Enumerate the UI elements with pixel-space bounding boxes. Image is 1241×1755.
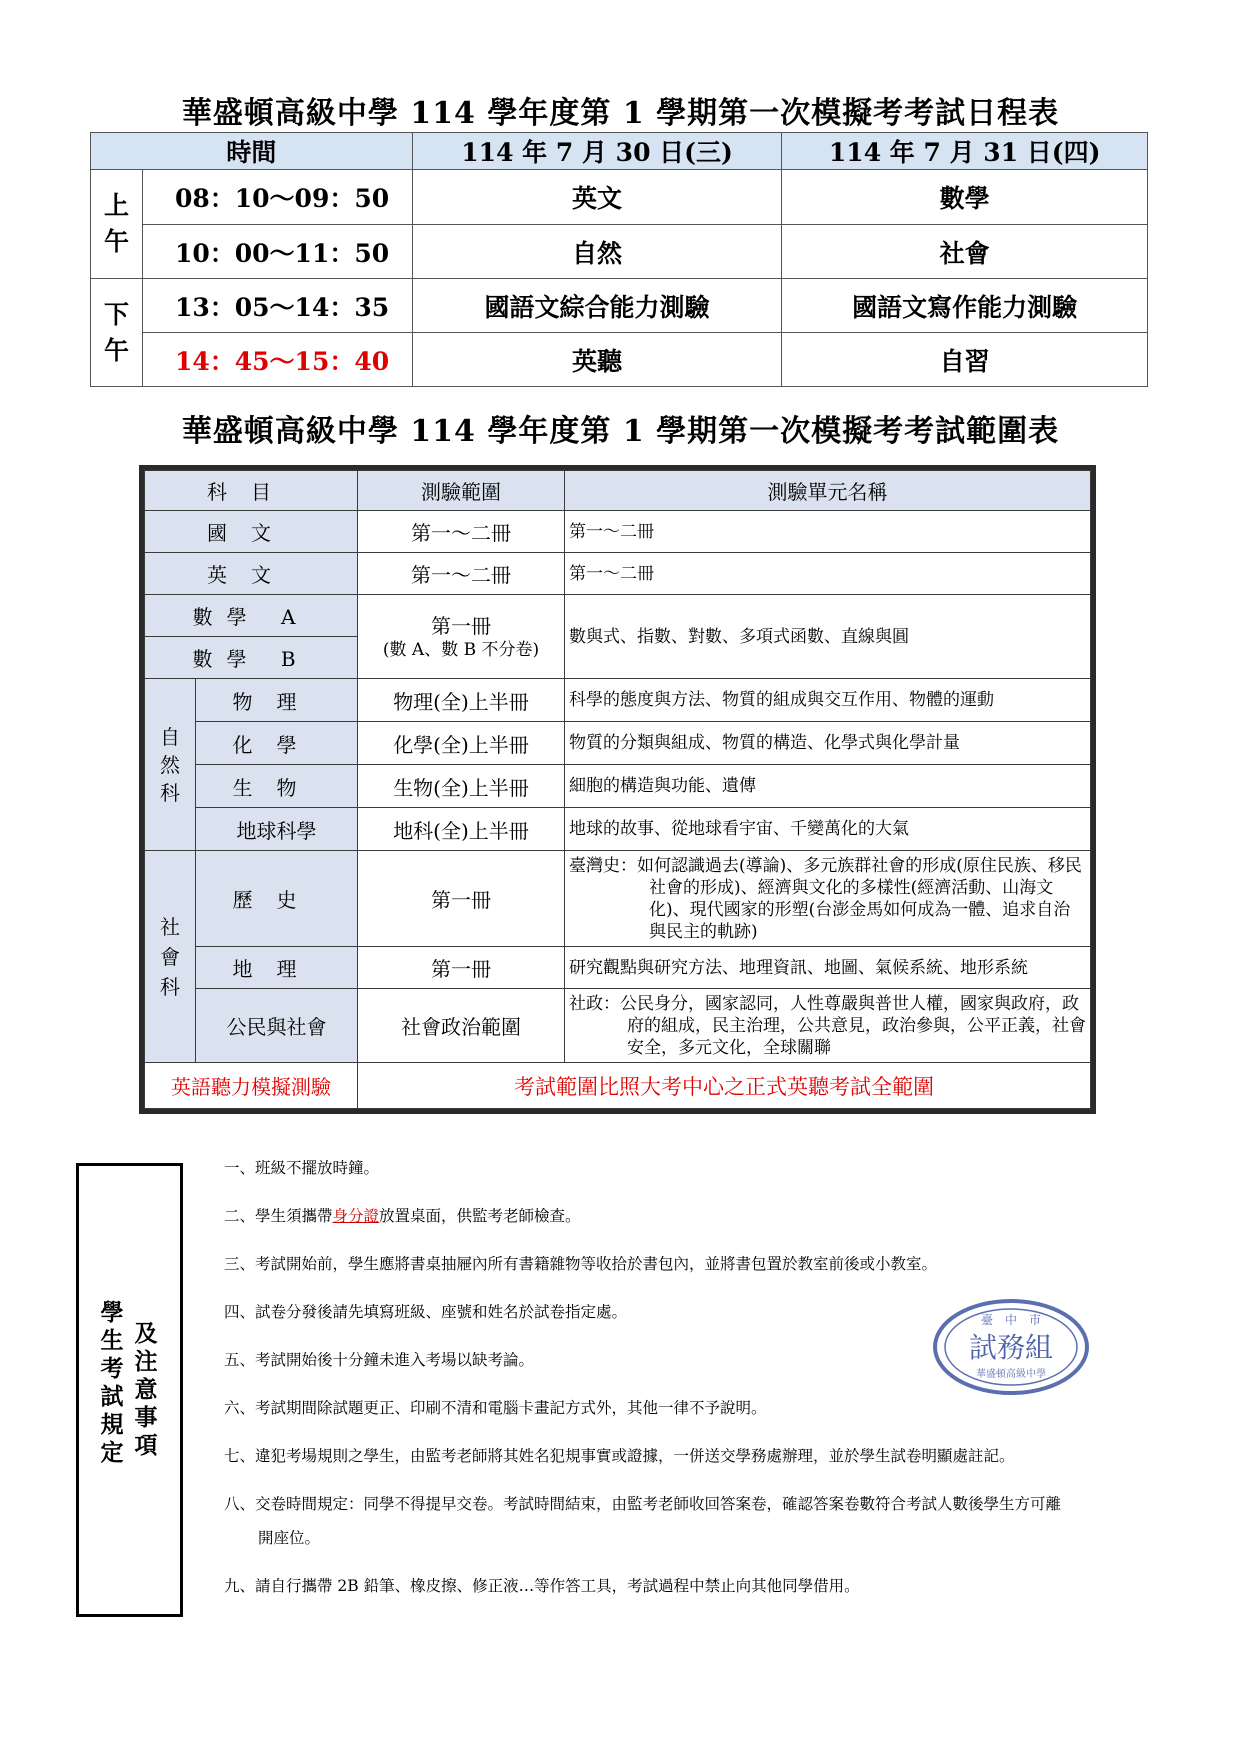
units-cell: 科學的態度與方法、物質的組成與交互作用、物體的運動 bbox=[565, 679, 1091, 722]
exam-scope-table bbox=[144, 470, 1091, 1109]
subject-history: 歷史 bbox=[196, 851, 358, 947]
rule-item: 四、試卷分發後請先填寫班級、座號和姓名於試卷指定處。 bbox=[224, 1303, 628, 1321]
range-cell: 第一～二冊 bbox=[358, 553, 565, 595]
subject-geography: 地理 bbox=[196, 947, 358, 989]
listening-range: 考試範圍比照大考中心之正式英聽考試全範圍 bbox=[358, 1063, 1091, 1109]
exam-cell: 自然 bbox=[412, 225, 782, 279]
exam-cell: 自習 bbox=[782, 333, 1148, 387]
units-cell: 細胞的構造與功能、遺傳 bbox=[565, 765, 1091, 808]
rules-title-box bbox=[76, 1163, 183, 1617]
exam-cell: 社會 bbox=[782, 225, 1148, 279]
rule-item: 一、班級不擺放時鐘。 bbox=[224, 1159, 380, 1177]
science-group-label: 自 然 科 bbox=[145, 679, 196, 851]
range-cell: 生物(全)上半冊 bbox=[358, 765, 565, 808]
time-slot: 10：00～11：50 bbox=[142, 225, 412, 279]
units-cell: 研究觀點與研究方法、地理資訊、地圖、氣候系統、地形系統 bbox=[565, 947, 1091, 989]
header-time: 時間 bbox=[91, 133, 413, 170]
time-slot: 13：05～14：35 bbox=[142, 279, 412, 333]
exam-cell: 國語文寫作能力測驗 bbox=[782, 279, 1148, 333]
subject-civics: 公民與社會 bbox=[196, 989, 358, 1063]
morning-label: 上 午 bbox=[91, 170, 143, 279]
subject-biology: 生物 bbox=[196, 765, 358, 808]
afternoon-label: 下 午 bbox=[91, 279, 143, 387]
scope-title: 華盛頓高級中學 114 學年度第 1 學期第一次模擬考考試範圍表 bbox=[181, 414, 1060, 449]
id-card-highlight: 身分證 bbox=[332, 1207, 380, 1225]
range-cell: 第一冊 bbox=[358, 947, 565, 989]
units-cell: 地球的故事、從地球看宇宙、千變萬化的大氣 bbox=[565, 808, 1091, 851]
official-seal-stamp bbox=[931, 1297, 1091, 1397]
exam-schedule-table bbox=[90, 132, 1148, 387]
subject-english: 英文 bbox=[145, 553, 358, 595]
units-cell: 臺灣史：如何認識過去(導論)、多元族群社會的形成(原住民族、移民社會的形成)、經濟與文化的多樣性(經濟活動、山海文化)、現代國家的形塑(台澎金馬如何成為一體、追求自治與民主的軌跡) bbox=[565, 851, 1091, 947]
svg-text:華盛頓高級中學: 華盛頓高級中學 bbox=[976, 1369, 1046, 1380]
units-cell: 社政：公民身分，國家認同，人性尊嚴與普世人權，國家與政府，政府的組成，民主治理，公共意見，政治參與，公平正義，社會安全，多元文化，全球關聯 bbox=[565, 989, 1091, 1063]
rule-item: 六、考試期間除試題更正、印刷不清和電腦卡畫記方式外，其他一律不予說明。 bbox=[224, 1399, 767, 1417]
time-slot: 08：10～09：50 bbox=[142, 170, 412, 225]
subject-chemistry: 化學 bbox=[196, 722, 358, 765]
exam-scope-frame bbox=[139, 465, 1096, 1114]
subject-physics: 物理 bbox=[196, 679, 358, 722]
social-group-label: 社 會 科 bbox=[145, 851, 196, 1063]
range-cell: 地科(全)上半冊 bbox=[358, 808, 565, 851]
rule-item: 三、考試開始前，學生應將書桌抽屜內所有書籍雜物等收拾於書包內，並將書包置於教室前後或小教室。 bbox=[224, 1255, 938, 1273]
range-cell: 化學(全)上半冊 bbox=[358, 722, 565, 765]
units-cell: 物質的分類與組成、物質的構造、化學式與化學計量 bbox=[565, 722, 1091, 765]
range-cell: 物理(全)上半冊 bbox=[358, 679, 565, 722]
header-day2: 114 年 7 月 31 日(四) bbox=[782, 133, 1148, 170]
time-slot-highlight: 14：45～15：40 bbox=[142, 333, 412, 387]
subject-math-b: 數學 B bbox=[145, 637, 358, 679]
svg-text:臺 中 市: 臺 中 市 bbox=[980, 1313, 1042, 1327]
range-cell: 第一～二冊 bbox=[358, 511, 565, 553]
rule-item: 五、考試開始後十分鐘未進入考場以缺考論。 bbox=[224, 1351, 535, 1369]
range-cell: 社會政治範圍 bbox=[358, 989, 565, 1063]
subject-chinese: 國文 bbox=[145, 511, 358, 553]
svg-text:試務組: 試務組 bbox=[968, 1331, 1054, 1364]
schedule-title: 華盛頓高級中學 114 學年度第 1 學期第一次模擬考考試日程表 bbox=[181, 96, 1060, 131]
subject-math-a: 數學 A bbox=[145, 595, 358, 637]
rule-item: 二、學生須攜帶身分證放置桌面，供監考老師檢查。 bbox=[224, 1207, 581, 1225]
range-cell-math: 第一冊 (數 A、數 B 不分卷) bbox=[358, 595, 565, 679]
header-subject: 科目 bbox=[145, 471, 358, 511]
header-range: 測驗範圍 bbox=[358, 471, 565, 511]
subject-earth-science: 地球科學 bbox=[196, 808, 358, 851]
rule-item-continued: 開座位。 bbox=[258, 1529, 321, 1547]
exam-cell: 國語文綜合能力測驗 bbox=[412, 279, 782, 333]
exam-cell: 英聽 bbox=[412, 333, 782, 387]
units-cell: 第一～二冊 bbox=[565, 553, 1091, 595]
units-cell: 數與式、指數、對數、多項式函數、直線與圓 bbox=[565, 595, 1091, 679]
rule-item: 八、交卷時間規定：同學不得提早交卷。考試時間結束，由監考老師收回答案卷，確認答案卷數符合考試人數後學生方可離 bbox=[224, 1495, 1062, 1513]
units-cell: 第一～二冊 bbox=[565, 511, 1091, 553]
rules-title-column1: 學 生 考 試 規 定 bbox=[100, 1299, 124, 1466]
rule-item: 九、請自行攜帶 2B 鉛筆、橡皮擦、修正液…等作答工具，考試過程中禁止向其他同學借用。 bbox=[224, 1577, 860, 1595]
exam-cell: 英文 bbox=[412, 170, 782, 225]
range-cell: 第一冊 bbox=[358, 851, 565, 947]
header-units: 測驗單元名稱 bbox=[565, 471, 1091, 511]
subject-listening: 英語聽力模擬測驗 bbox=[145, 1063, 358, 1109]
rule-item: 七、違犯考場規則之學生，由監考老師將其姓名犯規事實或證據，一併送交學務處辦理，並於學生試卷明顯處註記。 bbox=[224, 1447, 1015, 1465]
exam-cell: 數學 bbox=[782, 170, 1148, 225]
header-day1: 114 年 7 月 30 日(三) bbox=[412, 133, 782, 170]
rules-title-column2: 及 注 意 事 項 bbox=[134, 1320, 158, 1459]
